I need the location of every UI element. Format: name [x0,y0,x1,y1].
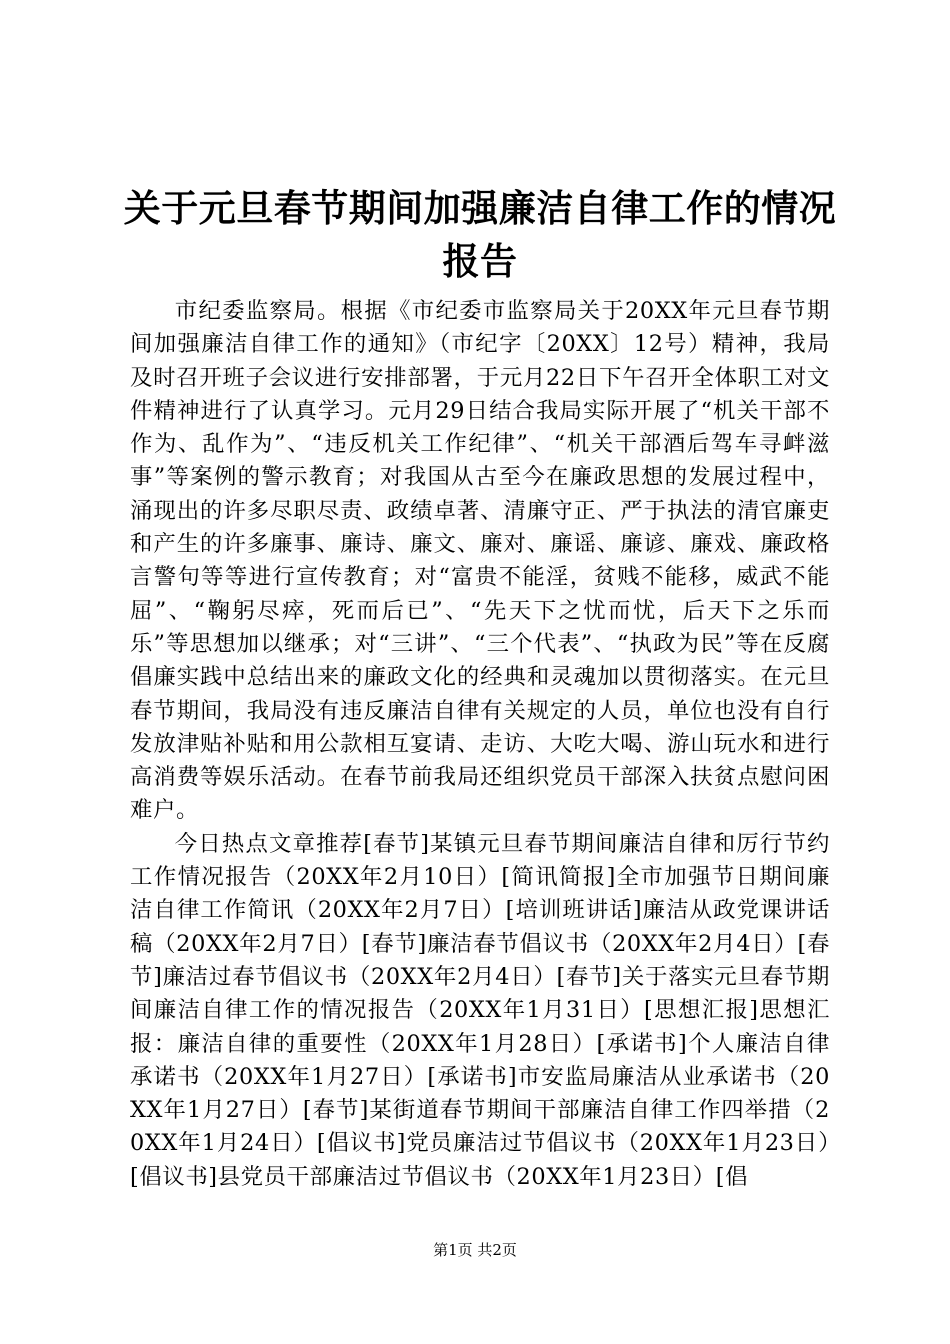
body-paragraph-recommended-articles: 今日热点文章推荐[春节]某镇元旦春节期间廉洁自律和厉行节约工作情况报告（20XX年2月10日）[简讯简报]全市加强节日期间廉洁自律工作简讯（20XX年2月7日）[培训班讲话]廉洁从政党课讲话稿（20XX年2月7日）[春节]廉洁春节倡议书（20XX年2月4日）[春节]廉洁过春节倡议书（20XX年2月4日）[春节]关于落实元旦春节期间廉洁自律工作的情况报告（20XX年1月31日）[思想汇报]思想汇报：廉洁自律的重要性（20XX年1月28日）[承诺书]个人廉洁自律承诺书（20XX年1月27日）[承诺书]市安监局廉洁从业承诺书（20XX年1月27日）[春节]某街道春节期间干部廉洁自律工作四举措（20XX年1月24日）[倡议书]党员廉洁过节倡议书（20XX年1月23日）[倡议书]县党员干部廉洁过节倡议书（20XX年1月23日）[倡 [130,830,830,1190]
page-number-indicator: 第1页 共2页 [433,1241,517,1259]
body-paragraph-report: 市纪委监察局。根据《市纪委市监察局关于20XX年元旦春节期间加强廉洁自律工作的通知》（市纪字〔20XX〕12号）精神，我局及时召开班子会议进行安排部署，于元月22日下午召开全体职工对文件精神进行了认真学习。元月29日结合我局实际开展了“机关干部不作为、乱作为”、“违反机关工作纪律”、“机关干部酒后驾车寻衅滋事”等案例的警示教育；对我国从古至今在廉政思想的发展过程中，涌现出的许多尽职尽责、政绩卓著、清廉守正、严于执法的清官廉吏和产生的许多廉事、廉诗、廉文、廉对、廉谣、廉谚、廉戏、廉政格言警句等等进行宣传教育；对“富贵不能淫，贫贱不能移，威武不能屈”、“鞠躬尽瘁，死而后已”、“先天下之忧而忧，后天下之乐而乐”等思想加以继承；对“三讲”、“三个代表”、“执政为民”等在反腐倡廉实践中总结出来的廉政文化的经典和灵魂加以贯彻落实。在元旦春节期间，我局没有违反廉洁自律有关规定的人员，单位也没有自行发放津贴补贴和用公款相互宴请、走访、大吃大喝、游山玩水和进行高消费等娱乐活动。在春节前我局还组织党员干部深入扶贫点慰问困难户。 [130,298,830,824]
page-footer [0,1240,950,1260]
document-body [130,295,830,1194]
document-title: 关于元旦春节期间加强廉洁自律工作的情况报告 [123,186,837,283]
